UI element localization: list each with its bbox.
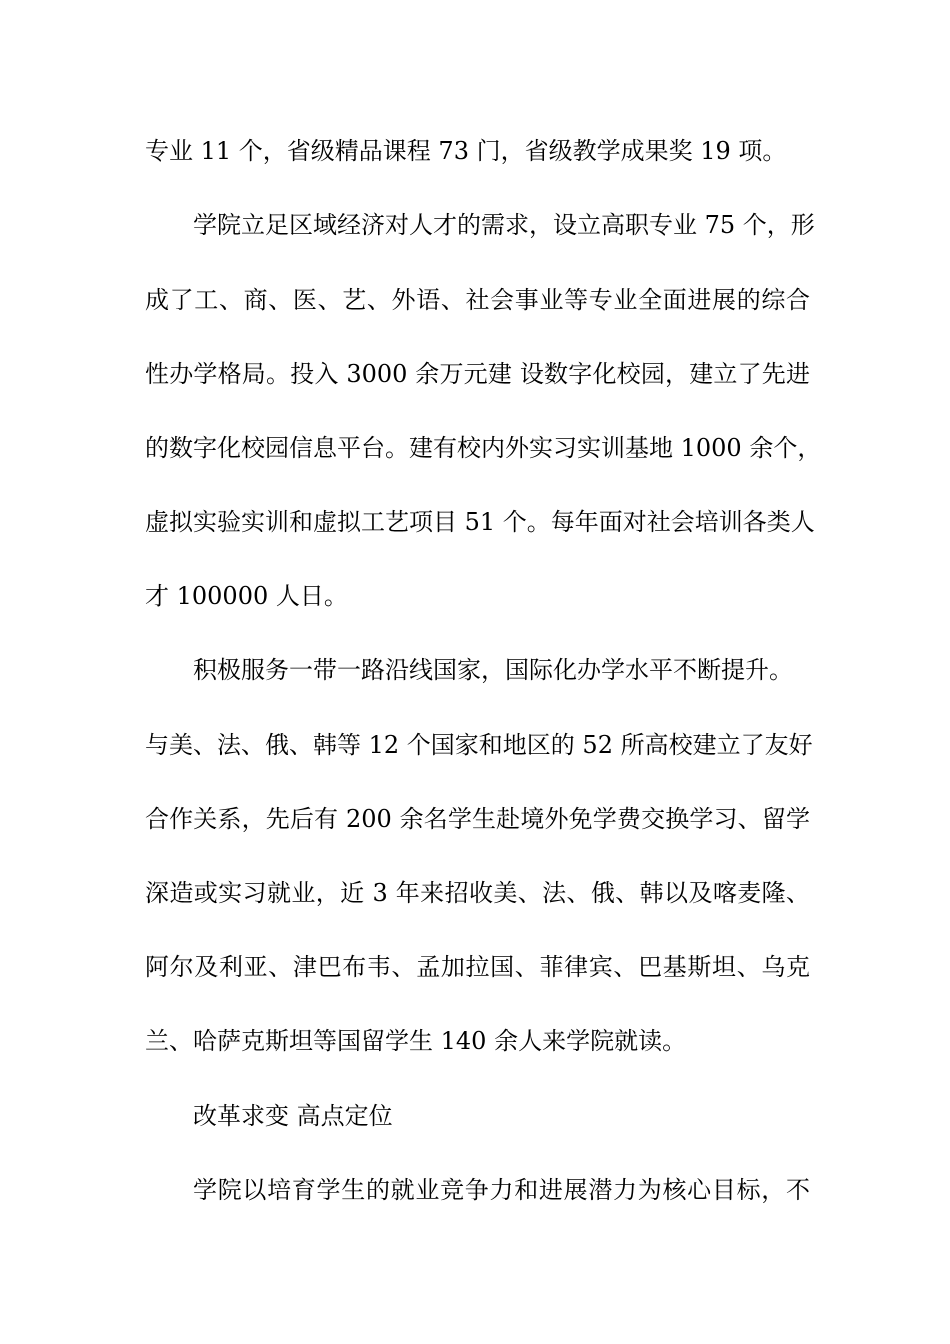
text-line: 成了工、商、医、艺、外语、社会事业等专业全面进展的综合 [145, 286, 810, 314]
text-line: 兰、哈萨克斯坦等国留学生 140 余人来学院就读。 [145, 1027, 687, 1055]
text-line: 学院立足区域经济对人才的需求，设立高职专业 75 个，形 [193, 211, 815, 239]
text-line: 性办学格局。投入 3000 余万元建 设数字化校园，建立了先进 [145, 360, 810, 388]
text-line: 合作关系，先后有 200 余名学生赴境外免学费交换学习、留学 [145, 805, 810, 833]
text-line: 与美、法、俄、韩等 12 个国家和地区的 52 所高校建立了友好 [145, 731, 813, 759]
text-line: 深造或实习就业，近 3 年来招收美、法、俄、韩以及喀麦隆、 [145, 879, 810, 907]
text-line: 虚拟实验实训和虚拟工艺项目 51 个。每年面对社会培训各类人 [145, 508, 815, 536]
text-line: 专业 11 个，省级精品课程 73 门，省级教学成果奖 19 项。 [145, 137, 787, 165]
text-line: 才 100000 人日。 [145, 582, 348, 610]
text-line: 学院以培育学生的就业竞争力和进展潜力为核心目标，不 [193, 1176, 810, 1204]
section-heading: 改革求变 高点定位 [193, 1102, 393, 1130]
text-line: 积极服务一带一路沿线国家，国际化办学水平不断提升。 [193, 656, 793, 684]
text-line: 的数字化校园信息平台。建有校内外实习实训基地 1000 余个， [145, 434, 822, 462]
text-line: 阿尔及利亚、津巴布韦、孟加拉国、菲律宾、巴基斯坦、乌克 [145, 953, 810, 981]
